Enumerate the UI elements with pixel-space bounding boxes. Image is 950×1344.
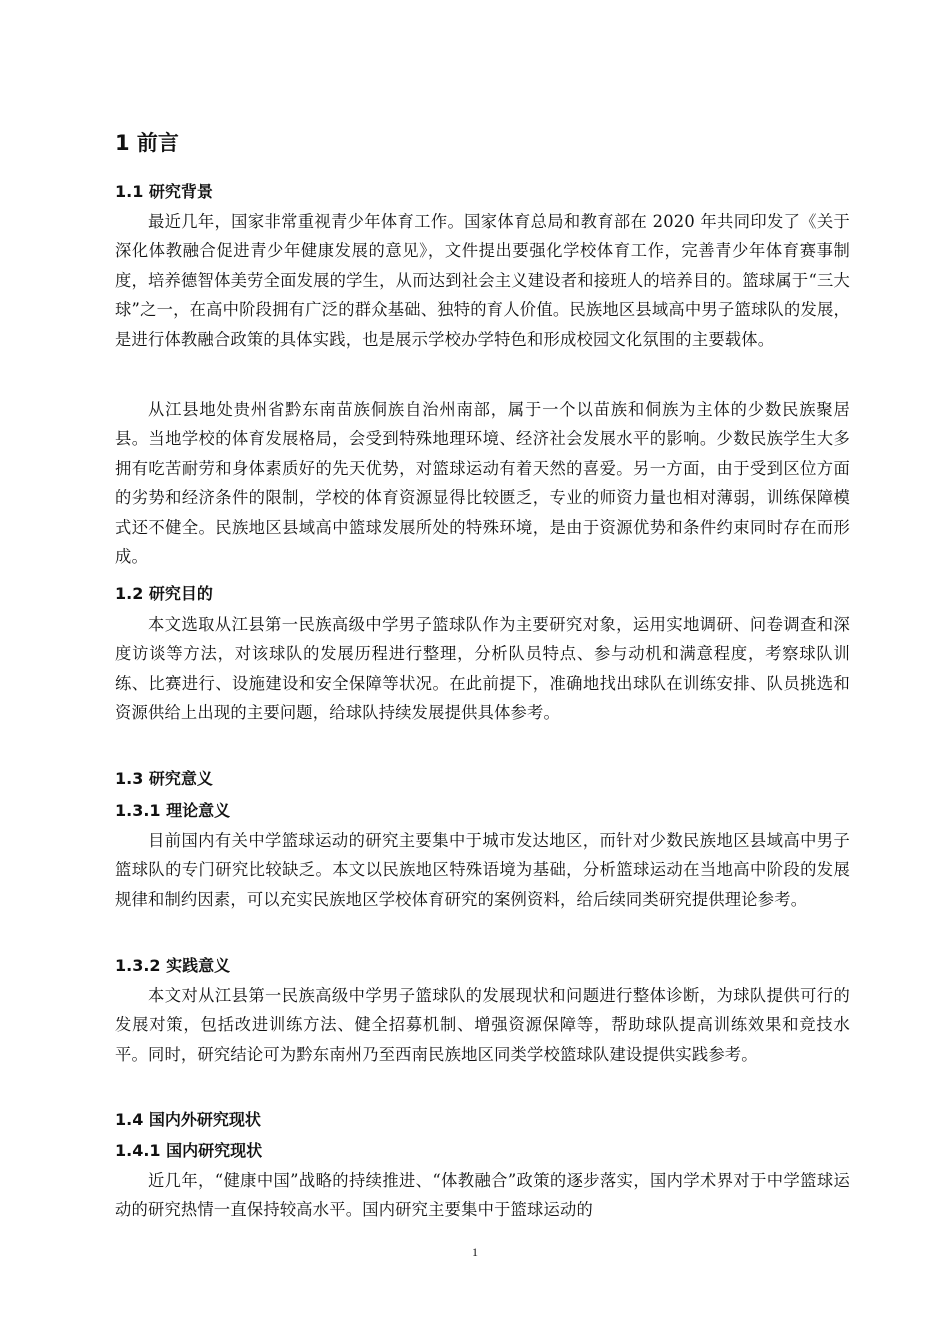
subsection-heading-domestic-status: 1.4.1 国内研究现状 — [115, 1141, 263, 1160]
section-heading-research-purpose: 1.2 研究目的 — [115, 584, 213, 603]
section-heading-research-status: 1.4 国内外研究现状 — [115, 1110, 261, 1129]
paragraph-background-region: 从江县地处贵州省黔东南苗族侗族自治州南部，属于一个以苗族和侗族为主体的少数民族聚居县。当地学校的体育发展格局，会受到特殊地理环境、经济社会发展水平的影响。少数民族学生大多拥有吃苦耐劳和身体素质好的先天优势，对篮球运动有着天然的喜爱。另一方面，由于受到区位方面的劣势和经济条件的限制，学校的体育资源显得比较匮乏，专业的师资力量也相对薄弱，训练保障模式还不健全。民族地区县域高中篮球发展所处的特殊环境，是由于资源优势和条件约束同时存在而形成。 — [115, 400, 850, 567]
section-heading-research-significance: 1.3 研究意义 — [115, 769, 213, 788]
subsection-heading-theoretical-significance: 1.3.1 理论意义 — [115, 801, 231, 820]
paragraph-research-purpose: 本文选取从江县第一民族高级中学男子篮球队作为主要研究对象，运用实地调研、问卷调查和深度访谈等方法，对该球队的发展历程进行整理，分析队员特点、参与动机和满意程度，考察球队训练、比赛进行、设施建设和安全保障等状况。在此前提下，准确地找出球队在训练安排、队员挑选和资源供给上出现的主要问题，给球队持续发展提供具体参考。 — [115, 615, 850, 723]
subsection-heading-practical-significance: 1.3.2 实践意义 — [115, 956, 231, 975]
page-number: 1 — [472, 1245, 478, 1259]
paragraph-domestic-status: 近几年，“健康中国”战略的持续推进、“体教融合”政策的逐步落实，国内学术界对于中学篮球运动的研究热情一直保持较高水平。国内研究主要集中于篮球运动的 — [115, 1171, 850, 1220]
paragraph-background-policy: 最近几年，国家非常重视青少年体育工作。国家体育总局和教育部在 2020 年共同印发了《关于深化体教融合促进青少年健康发展的意见》，文件提出要强化学校体育工作，完善青少年体育赛事制度，培养德智体美劳全面发展的学生，从而达到社会主义建设者和接班人的培养目的。篮球属于“三大球”之一，在高中阶段拥有广泛的群众基础、独特的育人价值。民族地区县域高中男子篮球队的发展，是进行体教融合政策的具体实践，也是展示学校办学特色和形成校园文化氛围的主要载体。 — [115, 212, 850, 349]
section-heading-research-background: 1.1 研究背景 — [115, 182, 213, 201]
chapter-heading: 1 前言 — [115, 131, 179, 155]
paragraph-practical-significance: 本文对从江县第一民族高级中学男子篮球队的发展现状和问题进行整体诊断，为球队提供可行的发展对策，包括改进训练方法、健全招募机制、增强资源保障等，帮助球队提高训练效果和竞技水平。同时，研究结论可为黔东南州乃至西南民族地区同类学校篮球队建设提供实践参考。 — [115, 986, 850, 1064]
paragraph-theoretical-significance: 目前国内有关中学篮球运动的研究主要集中于城市发达地区，而针对少数民族地区县域高中男子篮球队的专门研究比较缺乏。本文以民族地区特殊语境为基础，分析篮球运动在当地高中阶段的发展规律和制约因素，可以充实民族地区学校体育研究的案例资料，给后续同类研究提供理论参考。 — [115, 831, 850, 909]
